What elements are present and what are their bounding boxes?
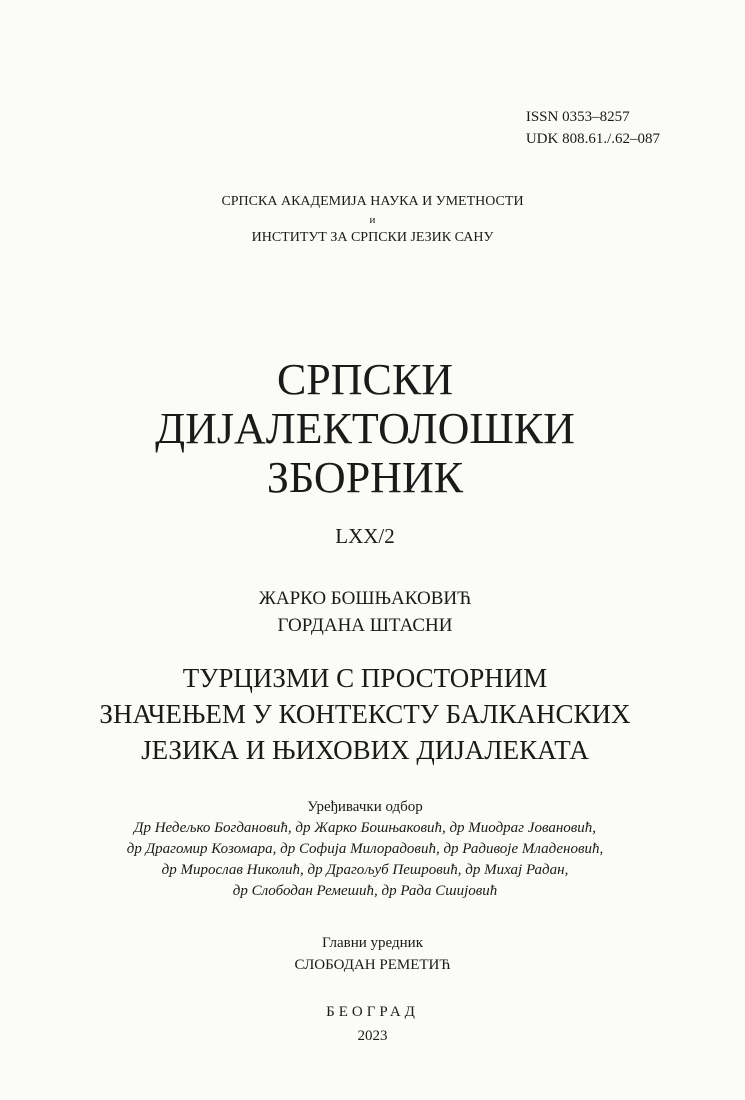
publisher-conjunction: и [369, 214, 376, 226]
editorial-board [0, 797, 730, 902]
editorial-board-line: др Слободан Ремешић, др Рада Сшијовић [232, 883, 498, 899]
udk-number: UDK 808.61./.62–087 [525, 131, 660, 147]
journal-title-line: ЗБОРНИК [266, 453, 464, 502]
book-title-line: ЈЕЗИКА И ЊИХОВИХ ДИЈАЛЕКАТА [141, 735, 589, 765]
imprint-year: 2023 [357, 1028, 388, 1044]
issn-number: ISSN 0353–8257 [525, 109, 630, 125]
publisher-academy: СРПСКА АКАДЕМИЈА НАУКА И УМЕТНОСТИ [221, 194, 524, 209]
book-title-line: ЗНАЧЕЊЕМ У КОНТЕКСТУ БАЛКАНСКИХ [99, 699, 631, 729]
journal-title-line: СРПСКИ [276, 355, 454, 404]
publisher-institute: ИНСТИТУТ ЗА СРПСКИ ЈЕЗИК САНУ [251, 230, 494, 245]
journal-title-line: ДИЈАЛЕКТОЛОШКИ [155, 404, 575, 453]
chief-editor-name: СЛОБОДАН РЕМЕТИЋ [294, 957, 451, 973]
authors-block [0, 585, 730, 639]
identifiers-block [526, 106, 660, 150]
chief-editor-heading: Главни уредник [321, 935, 423, 951]
imprint-city: БЕОГРАД [326, 1004, 419, 1020]
book-title [0, 660, 730, 768]
imprint [0, 1000, 745, 1048]
publishers-block [0, 192, 745, 248]
author-name: ЖАРКО БОШЊАКОВИЋ [258, 588, 472, 609]
book-title-line: ТУРЦИЗМИ С ПРОСТОРНИМ [182, 663, 548, 693]
editorial-board-line: др Драгомир Козомара, др Софија Милорадовић, др Радивоје Младеновић, [126, 841, 604, 857]
journal-title [0, 355, 730, 502]
editorial-board-heading: Уређивачки одбор [307, 799, 423, 815]
author-name: ГОРДАНА ШТАСНИ [277, 615, 453, 636]
volume-number: LXX/2 [335, 524, 395, 548]
chief-editor [0, 932, 745, 976]
editorial-board-members [0, 818, 730, 902]
editorial-board-line: др Мирослав Николић, др Драгољуб Пешровић, др Михај Радан, [161, 862, 569, 878]
editorial-board-line: Др Недељко Богдановић, др Жарко Бошњаковић, др Миодраг Јовановић, [133, 820, 597, 836]
